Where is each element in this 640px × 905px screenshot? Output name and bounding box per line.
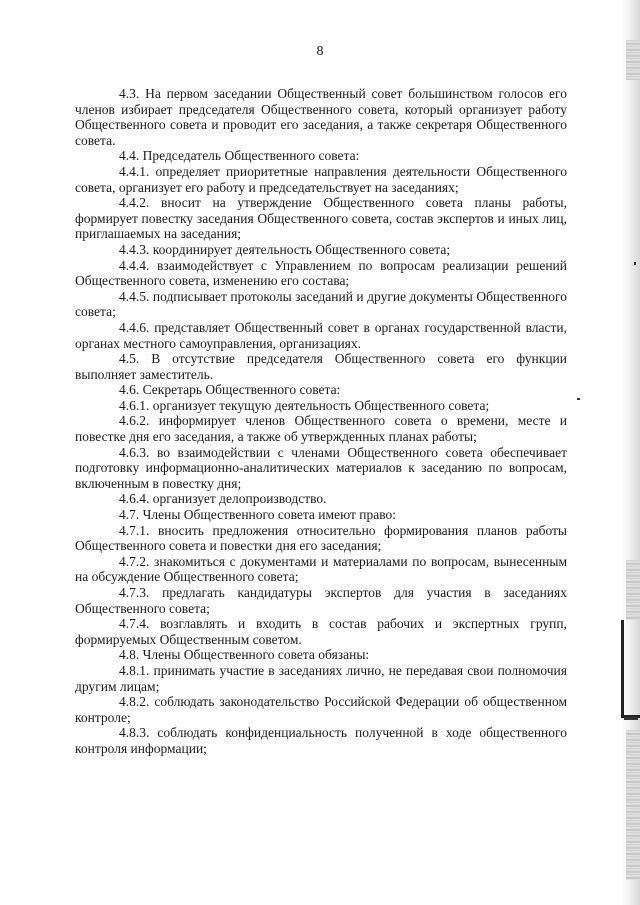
paragraph-4-7: 4.7. Члены Общественного совета имеют право: <box>119 507 396 523</box>
scan-dot-mark <box>577 398 580 400</box>
paragraph-4-4-1: 4.4.1. определяет приоритетные направления деятельности Общественного совета, организует его работу и председательствует на заседаниях; <box>75 163 567 195</box>
scan-dot-mark <box>634 262 636 265</box>
scan-bracket-mark <box>621 620 640 718</box>
paragraph-4-8-3: 4.8.3. соблюдать конфиденциальность полученной в ходе общественного контроля информации; <box>75 725 567 756</box>
paragraph-4-5: 4.5. В отсутствие председателя Общественного совета его функции выполняет заместитель. <box>75 351 567 382</box>
paragraph-4-4-4: 4.4.4. взаимодействует с Управлением по вопросам реализации решений Общественного совета, изменению его состава; <box>75 257 567 289</box>
paragraph-4-7-1: 4.7.1. вносить предложения относительно формирования планов работы Общественного совета и повестки дня его заседания; <box>75 522 567 554</box>
scan-noise-middle <box>626 560 640 620</box>
page-number: 8 <box>316 44 324 59</box>
paragraph-4-8-1: 4.8.1. принимать участие в заседаниях лично, не передавая свои полномочия другим лицам; <box>75 662 567 694</box>
document-body <box>75 86 567 757</box>
paragraph-4-7-4: 4.7.4. возглавлять и входить в состав рабочих и экспертных групп, формируемых Общественным советом. <box>75 616 567 647</box>
paragraph-4-7-3: 4.7.3. предлагать кандидатуры экспертов для участия в заседаниях Общественного совета; <box>75 585 567 616</box>
paragraph-4-6-2: 4.6.2. информирует членов Общественного совета о времени, месте и повестке дня его заседания, а также об утвержденных планах работы; <box>75 413 567 445</box>
paragraph-4-6: 4.6. Секретарь Общественного совета: <box>119 382 341 398</box>
paragraph-4-4-3: 4.4.3. координирует деятельность Общественного совета; <box>119 241 451 257</box>
scan-noise-top <box>626 40 640 80</box>
paragraph-4-8: 4.8. Члены Общественного совета обязаны: <box>119 647 370 663</box>
scan-noise-bottom <box>626 730 640 880</box>
scan-tick-mark <box>624 717 638 720</box>
paragraph-4-4: 4.4. Председатель Общественного совета: <box>119 148 360 164</box>
paragraph-4-4-2: 4.4.2. вносит на утверждение Общественного совета планы работы, формирует повестку заседания Общественного совета, состав экспертов и иных лиц, приглашаемых на заседания; <box>75 195 567 242</box>
paragraph-4-7-2: 4.7.2. знакомиться с документами и материалами по вопросам, вынесенным на обсуждение Общественного совета; <box>75 553 567 585</box>
paragraph-4-6-4: 4.6.4. организует делопроизводство. <box>119 491 327 507</box>
paragraph-4-6-1: 4.6.1. организует текущую деятельность Общественного совета; <box>119 397 490 413</box>
paragraph-4-6-3: 4.6.3. во взаимодействии с членами Общественного совета обеспечивает подготовку информационно-аналитических материалов к заседанию по вопросам, включенным в повестку дня; <box>75 444 567 491</box>
paragraph-4-4-5: 4.4.5. подписывает протоколы заседаний и другие документы Общественного совета; <box>75 288 567 320</box>
paragraph-4-4-6: 4.4.6. представляет Общественный совет в органах государственной власти, органах местного самоуправления, организациях. <box>75 319 567 351</box>
paragraph-4-3: 4.3. На первом заседании Общественный совет большинством голосов его членов избирает председателя Общественного совета, который организует работу Общественного совета и проводит его заседания, а также секретаря Общественного совета. <box>75 86 567 148</box>
paragraph-4-8-2: 4.8.2. соблюдать законодательство Российской Федерации об общественном контроле; <box>75 694 567 725</box>
